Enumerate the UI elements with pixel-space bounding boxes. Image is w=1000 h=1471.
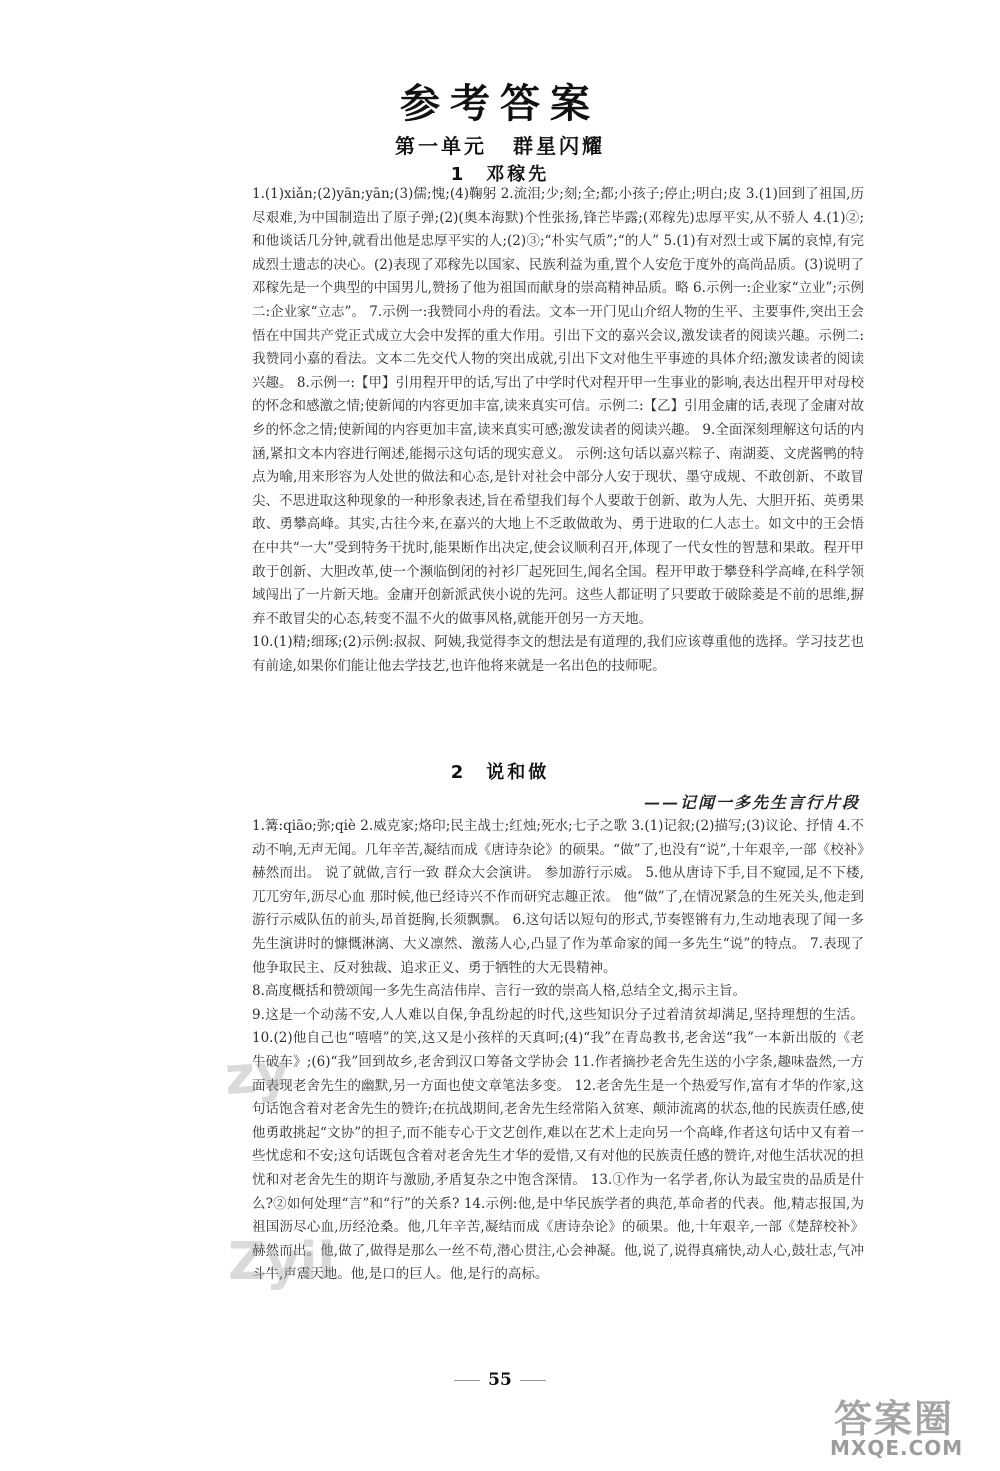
lesson-2-title: [0, 758, 1000, 784]
lesson-2-answers: [252, 815, 864, 1287]
watermark-mid: zy: [222, 1042, 292, 1108]
lesson-1-answers: [252, 183, 864, 678]
answer-paragraph: 1.篝:qiāo;弥;qiè 2.威克家;烙印;民主战士;红烛;死水;七子之歌 3.(1)记叙;(2)描写;(3)议论、抒情 4.不动不响,无声无闻。几年辛苦,凝结而成《唐诗杂论》的硕果。“做”了,也没有“说”,十年艰辛,一部《校补》赫然而出。 说了就做,言行一致 群众大会演讲。 参加游行示威。 5.他从唐诗下手,目不窥园,足不下楼,兀兀穷年,沥尽心血 那时候,他已经诗兴不作而研究志趣正浓。 他“做”了,在情况紧急的生死关头,他走到游行示威队伍的前头,昂首挺胸,长须飘飘。 6.这句话以短句的形式,节奏铿锵有力,生动地表现了闻一多先生演讲时的慷慨淋漓、大义凛然、激荡人心,凸显了作为革命家的闻一多先生“说”的特点。 7.表现了他争取民主、反对独裁、追求正义、勇于牺牲的大无畏精神。: [252, 818, 864, 976]
page-number: 55: [0, 1370, 1000, 1390]
lesson-2-subtitle: ——记闻一多先生言行片段: [643, 793, 860, 812]
lesson-1-name: 邓稼先: [486, 164, 550, 185]
unit-name: 群星闪耀: [513, 134, 605, 158]
lesson-1-number: 1: [450, 164, 467, 185]
corner-watermark-logo: [820, 1388, 998, 1468]
watermark-low: Zyil: [228, 1232, 336, 1292]
lesson-2-name: 说和做: [486, 762, 550, 783]
corner-watermark-en: MXQE.COM: [830, 1436, 964, 1460]
corner-watermark-cn: 答案圈: [834, 1397, 955, 1441]
answer-paragraph: 8.高度概括和赞颂闻一多先生高洁伟岸、言行一致的崇高人格,总结全文,揭示主旨。: [252, 983, 746, 1000]
lesson-2-number: 2: [450, 762, 467, 783]
page-title: 参考答案: [400, 81, 600, 127]
answer-paragraph: 1.(1)xiǎn;(2)yān;yān;(3)儒;愧;(4)鞠躬 2.流泪;少;刻;全;都;小孩子;停止;明白;皮 3.(1)回到了祖国,历尽艰难,为中国制造出了原子弹;(2)(奥本海默)个性张扬,锋芒毕露;(邓稼先)忠厚平实,从不骄人 4.(1)②;和他谈话几分钟,就看出他是忠厚平实的人;(2)③;“朴实气质”;“的人” 5.(1)有对烈士或下属的哀悼,有完成烈士遗志的决心。(2)表现了邓稼先以国家、民族利益为重,置个人安危于度外的高尚品质。(3)说明了邓稼先是一个典型的中国男儿,赞扬了他为祖国而献身的崇高精神品质。略 6.示例一:企业家“立业”;示例二:企业家“立志”。 7.示例一:我赞同小舟的看法。文本一开门见山介绍人物的生平、主要事件,突出王会悟在中国共产党正式成立大会中发挥的重大作用。引出下文的嘉兴会议,激发读者的阅读兴趣。示例二:我赞同小嘉的看法。文本二先交代人物的突出成就,引出下文对他生平事迹的具体介绍;激发读者的阅读兴趣。 8.示例一:【甲】引用程开甲的话,写出了中学时代对程开甲一生事业的影响,表达出程开甲对母校的怀念和感激之情;使新闻的内容更加丰富,读来真实可信。示例二:【乙】引用金庸的话,表现了金庸对故乡的怀念之情;使新闻的内容更加丰富,读来真实可感;激发读者的阅读兴趣。 9.全面深刻理解这句话的内涵,紧扣文本内容进行阐述,能揭示这句话的现实意义。 示例:这句话以嘉兴粽子、南湖菱、文虎酱鸭的特点为喻,用来形容为人处世的做法和心态,是针对社会中部分人安于现状、墨守成规、不敢创新、不敢冒尖、不思进取这种现象的一种形象表述,旨在希望我们每个人要敢于创新、敢为人先、大胆开拓、英勇果敢、勇攀高峰。其实,古往今来,在嘉兴的大地上不乏敢做敢为、勇于进取的仁人志士。如文中的王会悟在中共“一大”受到特务干扰时,能果断作出决定,使会议顺利召开,体现了一代女性的智慧和果敢。程开甲敢于创新、大胆改革,使一个濒临倒闭的衬衫厂起死回生,闻名全国。程开甲敢于攀登科学高峰,在科学领域闯出了一片新天地。金庸开创新派武侠小说的先河。这些人都证明了只要敢于破除菱是不前的思维,摒弃不敢冒尖的心态,转变不温不火的做事风格,就能开创另一方天地。: [252, 186, 864, 627]
answer-paragraph: 10.(1)精;细琢;(2)示例:叔叔、阿姨,我觉得李文的想法是有道理的,我们应该尊重他的选择。学习技艺也有前途,如果你们能让他去学技艺,也许他将来就是一名出色的技师呢。: [252, 634, 864, 674]
unit-title: [0, 130, 1000, 159]
unit-label: 第一单元: [395, 134, 487, 158]
answer-paragraph: 9.这是一个动荡不安,人人难以自保,争乱纷起的时代,这些知识分子过着清贫却满足,坚持理想的生活。 10.(2)他自己也“嘻嘻”的笑,这又是小孩样的天真呵;(4)“我”在青岛教书,老舍送“我”一本新出版的《老牛破车》;(6)“我”回到故乡,老舍到汉口筹备文学协会 11.作者摘抄老舍先生送的小字条,趣味盎然,一方面表现老舍先生的幽默,另一方面也使文章笔法多变。 12.老舍先生是一个热爱写作,富有才华的作家,这句话饱含着对老舍先生的赞许;在抗战期间,老舍先生经常陷入贫寒、颠沛流离的状态,他的民族责任感,使他勇敢挑起“文协”的担子,而不能专心于文艺创作,难以在艺术上走向另一个高峰,作者这句话中又有着一些忧虑和不安;这句话既包含着对老舍先生才华的爱惜,又有对他的民族责任感的赞许,对他生活状况的担忧和对老舍先生的期许与激励,矛盾复杂之中饱含深情。 13.①作为一名学者,你认为最宝贵的品质是什么?②如何处理“言”和“行”的关系? 14.示例:他,是中华民族学者的典范,革命者的代表。他,精志报国,为祖国沥尽心血,历经沧桑。他,几年辛苦,凝结而成《唐诗杂论》的硕果。他,十年艰辛,一部《楚辞校补》赫然而出。他,做了,做得是那么一丝不苟,潜心贯注,心会神凝。他,说了,说得真痛快,动人心,鼓壮志,气冲斗牛,声震天地。他,是口的巨人。他,是行的高标。: [252, 1006, 864, 1283]
